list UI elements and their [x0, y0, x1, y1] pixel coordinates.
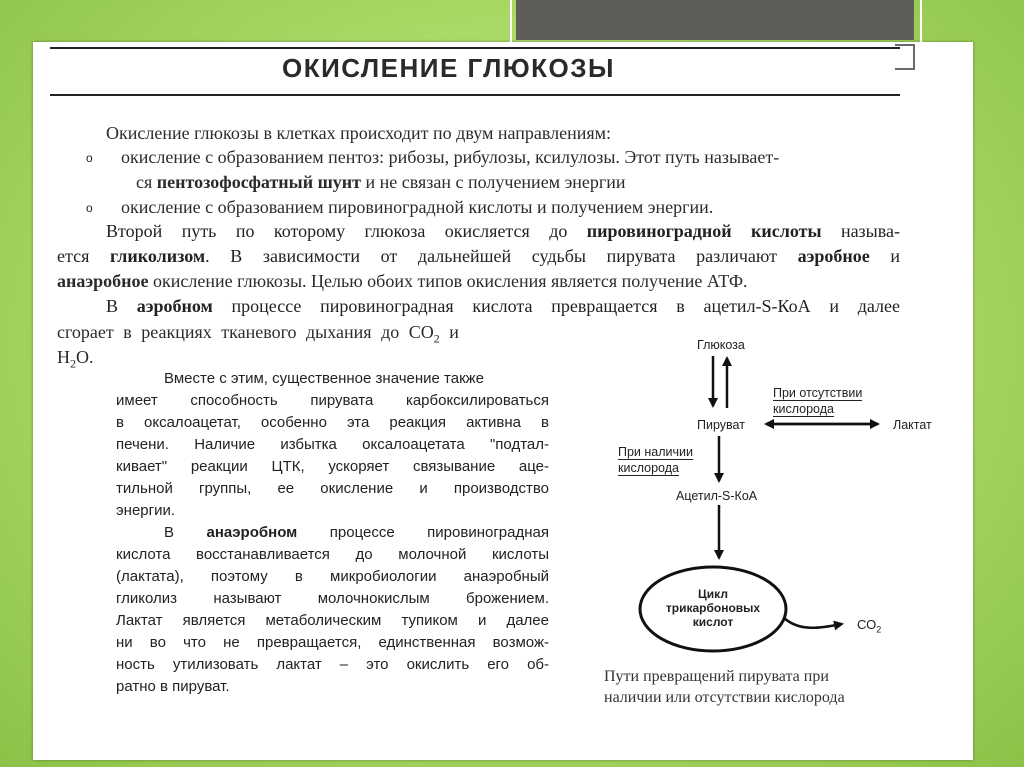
- col-line: В анаэробном процессе пировиноградная: [164, 524, 549, 541]
- col-line: в оксалоацетат, особенно эта реакция активна в: [116, 414, 549, 431]
- para3-line-1: В аэробном процессе пировиноградная кислота превращается в ацетил-S-КоА и далее: [106, 296, 900, 316]
- bullet-marker: o: [86, 151, 93, 165]
- bullet-1-line-2: ся пентозофосфатный шунт и не связан с получением энергии: [136, 172, 626, 192]
- col-line: кивает" реакции ЦТК, ускоряет связывание аце-: [116, 458, 549, 475]
- col-line: (лактата), поэтому в микробиологии анаэробный: [116, 568, 549, 585]
- col-line: ратно в пируват.: [116, 678, 230, 695]
- diagram-caption: Пути превращений пирувата при наличии или отсутствии кислорода: [604, 668, 845, 706]
- para2-line-1: Второй путь по которому глюкоза окисляется до пировиноградной кислоты называ-: [106, 221, 901, 241]
- col-line: печени. Наличие избытка оксалоацетата "подтал-: [116, 436, 549, 453]
- lactate-label: Лактат: [893, 418, 932, 432]
- bullet-marker: o: [86, 201, 93, 215]
- col-line: энергии.: [116, 502, 176, 519]
- col-line: кислота восстанавливается до молочной кислоты: [116, 546, 549, 563]
- para3-line-3: $Н_2О$.: [57, 347, 94, 371]
- tca-cycle-label: Цикл трикарбоновых кислот: [665, 587, 761, 629]
- col-line: ность утилизовать лактат – это окислить его об-: [116, 656, 549, 673]
- intro-text: Окисление глюкозы в клетках происходит по двум направлениям:: [106, 123, 612, 143]
- acetyl-coa-label: Ацетил-S-КоА: [676, 489, 758, 503]
- pentose-shunt-term: пентозофосфатный шунт: [156, 172, 361, 192]
- para3-line-2: сгорает в реакциях тканевого дыхания до $СО_2$ и: [57, 322, 459, 346]
- col-line: Лактат является метаболическим тупиком и далее: [116, 612, 549, 629]
- para2-line-2: ется гликолизом. В зависимости от дальнейшей судьбы пирувата различают аэробное и: [57, 246, 901, 266]
- no-oxygen-label: При отсутствии кислорода: [773, 386, 863, 416]
- col-line: Вместе с этим, существенное значение также: [164, 370, 485, 387]
- bullet-2-text: окисление с образованием пировиноградной кислоты и получением энергии.: [121, 197, 714, 217]
- col-line: ни во что не превращается, единственная возмож-: [116, 634, 549, 651]
- col-line: тильной группы, ее окисление и производство: [116, 480, 549, 497]
- glucose-label: Глюкоза: [697, 338, 745, 352]
- bullet-1-line-1: окисление с образованием пентоз: рибозы, рибулозы, ксилулозы. Этот путь называет-: [121, 147, 780, 167]
- para2-line-3: анаэробное окисление глюкозы. Целью обоих типов окисления является получение АТФ.: [57, 271, 748, 291]
- pyruvate-label: Пируват: [697, 418, 745, 432]
- with-oxygen-label: При наличии кислорода: [618, 445, 693, 475]
- co2-label: $СО_2$: [857, 617, 882, 635]
- page-title: ОКИСЛЕНИЕ ГЛЮКОЗЫ: [282, 53, 616, 83]
- col-line: гликолиз называют молочнокислым брожением.: [116, 590, 549, 607]
- arrow-cycle-to-co2: [784, 618, 842, 628]
- col-line: имеет способность пирувата карбоксилироваться: [116, 392, 549, 409]
